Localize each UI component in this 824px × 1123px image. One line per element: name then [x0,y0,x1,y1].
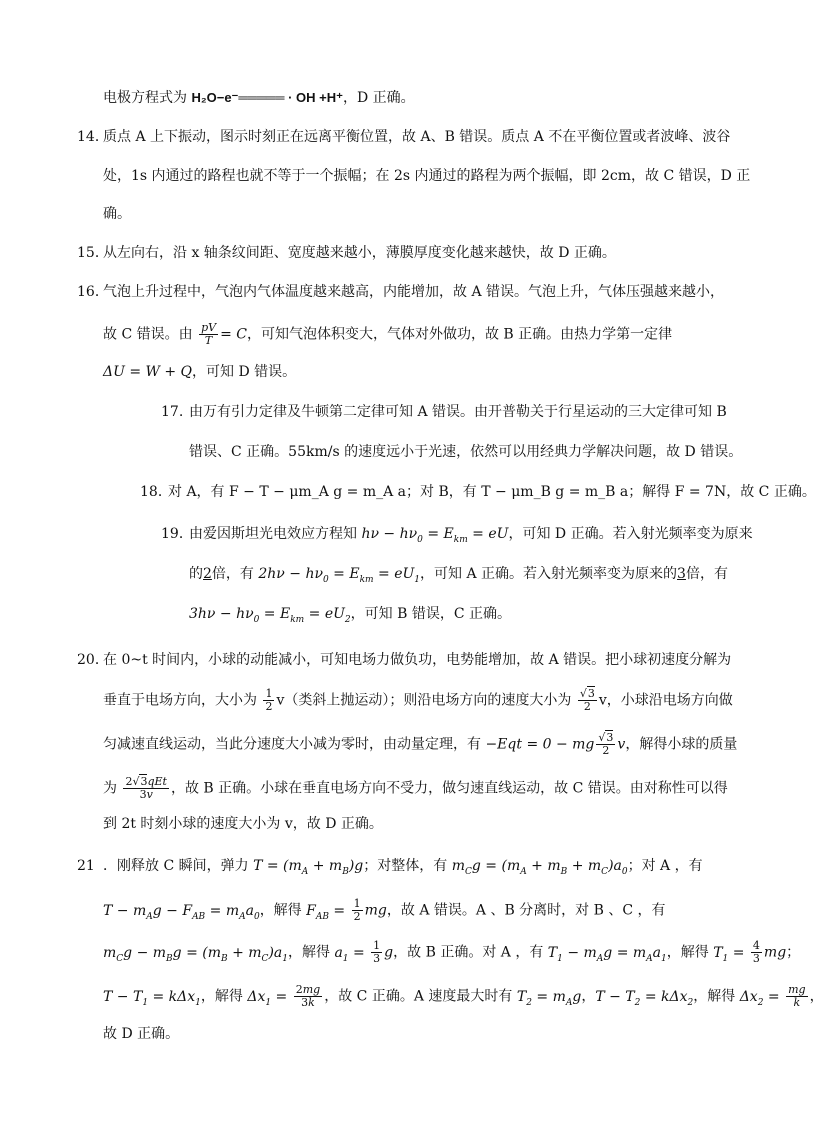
text: ，解得 [287,944,330,961]
text: ；对 A ，有 [627,858,703,874]
text: 为 [103,780,117,797]
text-line: 匀减速直线运动，当此分速度大小减为零时，由动量定理，有 −Eqt = 0 − mg $\frac{√3}{2}$ v，解得小球的质量 [103,731,738,757]
text-line: 故 C 错误。由 $\frac{pV}{T}$ = C，可知气泡体积变大，气体对外做功，故 B 正确。由热力学第一定律 [103,321,673,347]
question-number: 17. [161,404,184,420]
text-line: 质点 A 上下振动，图示时刻正在远离平衡位置，故 A、B 错误。质点 A 不在平衡位置或者波峰、波谷 [103,129,731,145]
text: v（类斜上抛运动）；则沿电场方向的速度大小为 [276,692,572,709]
text: ．刚释放 C 瞬间，弹力 [103,858,249,874]
text-line [103,362,296,382]
text-line: 处，1s 内通过的路程也就不等于一个振幅；在 2s 内通过的路程为两个振幅，即 2cm，故 C 错误，D 正 [103,168,751,184]
text: ，可知 D 正确。若入射光频率变为原来 [508,526,753,542]
formula: $\frac{\text{2√3qEt}}{3v}$ [125,775,167,801]
text-line: 在 0~t 时间内，小球的动能减小，可知电场力做负功，电势能增加，故 A 错误。把小球初速度分解为 [103,652,732,668]
text-line: 由万有引力定律及牛顿第二定律可知 A 错误。由开普勒关于行星运动的三大定律可知 B [189,404,727,420]
text: v，小球沿电场方向做 [598,692,733,709]
text: ，可知 B 错误，C 正确。 [350,606,511,622]
formula: $\frac{√3}{2}$ [598,731,614,757]
text-line [103,88,415,108]
formula: $\frac{2mg}{3k}$ [295,983,321,1009]
text: 由爱因斯坦光电效应方程知 [189,526,357,542]
text: ，解得 [693,988,736,1005]
text-line: 从左向右，沿 x 轴条纹间距、宽度越来越小，薄膜厚度变化越来越快，故 D 正确。 [103,245,616,261]
text-line: 故 D 正确。 [103,1026,180,1042]
text: ，故 C 正确。A 速度最大时有 [324,988,513,1005]
text: ，解得 [666,944,709,961]
question-number: 21 [77,858,95,874]
text: 故 C 错误。由 [103,326,193,343]
underlined-number: 2 [203,566,212,582]
text-line: 的2倍，有 $2h\nu - h\nu_0 = E_{km} = eU_1$，可知 A 正确。若入射光频率变为原来的3倍，有 [189,566,728,585]
text: ；对整体，有 [363,858,448,874]
text-line: $3h\nu - h\nu_0 = E_{km} = eU_2$，可知 B 错误，C 正确。 [189,606,511,625]
text-line: 到 2t 时刻小球的速度大小为 v，故 D 正确。 [103,816,383,832]
text: 的 [189,566,203,582]
text-line [103,776,728,801]
text-line: $T - m_Ag - F_{AB} = m_Aa_0$，解得 $F_{AB}$ = $\frac{1}{2}$ mg，故 A 错误。A 、B 分离时，对 B 、C ，有 [103,897,666,923]
text-line: 错误、C 正确。55km/s 的速度远小于光速，依然可以用经典力学解决问题，故 D 错误。 [189,444,743,460]
text: ，故 B 正确。小球在垂直电场方向不受力，做匀速直线运动，故 C 错误。由对称性可以得 [170,780,728,797]
text: 匀减速直线运动，当此分速度大小减为零时，由动量定理，有 [103,736,481,753]
text: 电极方程式为 [103,90,187,106]
text: ，D 正确。 [342,90,415,106]
text-line: 确。 [103,206,131,222]
question-number: 14． [77,129,109,145]
formula: $\frac{√3}{2}$ [579,687,595,713]
text: 倍，有 [685,566,728,582]
text: ，可知气泡体积变大，气体对外做功，故 B 正确。由热力学第一定律 [246,326,673,343]
formula: $\frac{1}{3}$ [373,939,381,965]
underlined-number: 3 [677,566,686,582]
question-number: 15． [77,245,109,261]
text: ，解得 [200,988,243,1005]
formula: $\frac{1}{2}$ [265,687,273,713]
formula: $\frac{1}{2}$ [353,897,361,923]
text: 垂直于电场方向，大小为 [103,692,257,709]
text-line: 由爱因斯坦光电效应方程知 $h\nu - h\nu_0 = E_{km}$ = eU，可知 D 正确。若入射光频率变为原来 [189,526,753,545]
question-number: 20． [77,652,109,668]
formula: $\frac{4}{3}$ [752,939,760,965]
text: ，可知 A 正确。若入射光频率变为原来的 [420,566,678,582]
text-line: 对 A，有 F − T − μm_A g = m_A a；对 B，有 T − μm_B g = m_B a；解得 F = 7N，故 C 正确。 [168,484,816,500]
text-line [103,688,733,713]
text: ，解得 [259,902,302,919]
text-line: ．刚释放 C 瞬间，弹力 $T = (m_A + m_B)g$；对整体，有 $m_Cg = (m_A + m_B + m_C)a_0$；对 A ，有 [103,858,703,877]
question-number: 16． [77,284,109,300]
text-line: $T - T_1 = k\Delta x_1$，解得 $\Delta x_1$ = $\frac{2mg}{3k}$ ，故 C 正确。A 速度最大时有 $T_2 = m_Ag$，$T - T_2 = k\Delta x_2$，解得 $\Delta x_2$ = $\frac{mg}{k}$ ， [103,983,824,1009]
text: ，故 A 错误。A 、B 分离时，对 B 、C ，有 [386,902,666,919]
chem-equation: H₂O−e⁻═════ · OH +H⁺ [191,90,343,105]
formula: $\frac{pV}{T}$ [201,321,217,347]
question-number: 18． [140,484,172,500]
text-line: $m_Cg - m_Bg = (m_B + m_C)a_1$，解得 $a_1$ = $\frac{1}{3}$ g，故 B 正确。对 A ，有 $T_1 - m_Ag = m_Aa_1$，解得 $T_1$ = $\frac{4}{3}$ mg； [103,939,801,965]
question-number: 19． [161,526,193,542]
text-line: 气泡上升过程中，气泡内气体温度越来越高，内能增加，故 A 错误。气泡上升，气体压强越来越小， [103,284,725,300]
text: ，故 B 正确。对 A ，有 [393,944,544,961]
text: 倍，有 [211,566,254,582]
formula: ΔU = W + Q [103,364,193,380]
formula: $\frac{mg}{k}$ [788,983,806,1009]
text: ，可知 D 错误。 [192,364,297,380]
text: ，解得小球的质量 [625,736,738,753]
